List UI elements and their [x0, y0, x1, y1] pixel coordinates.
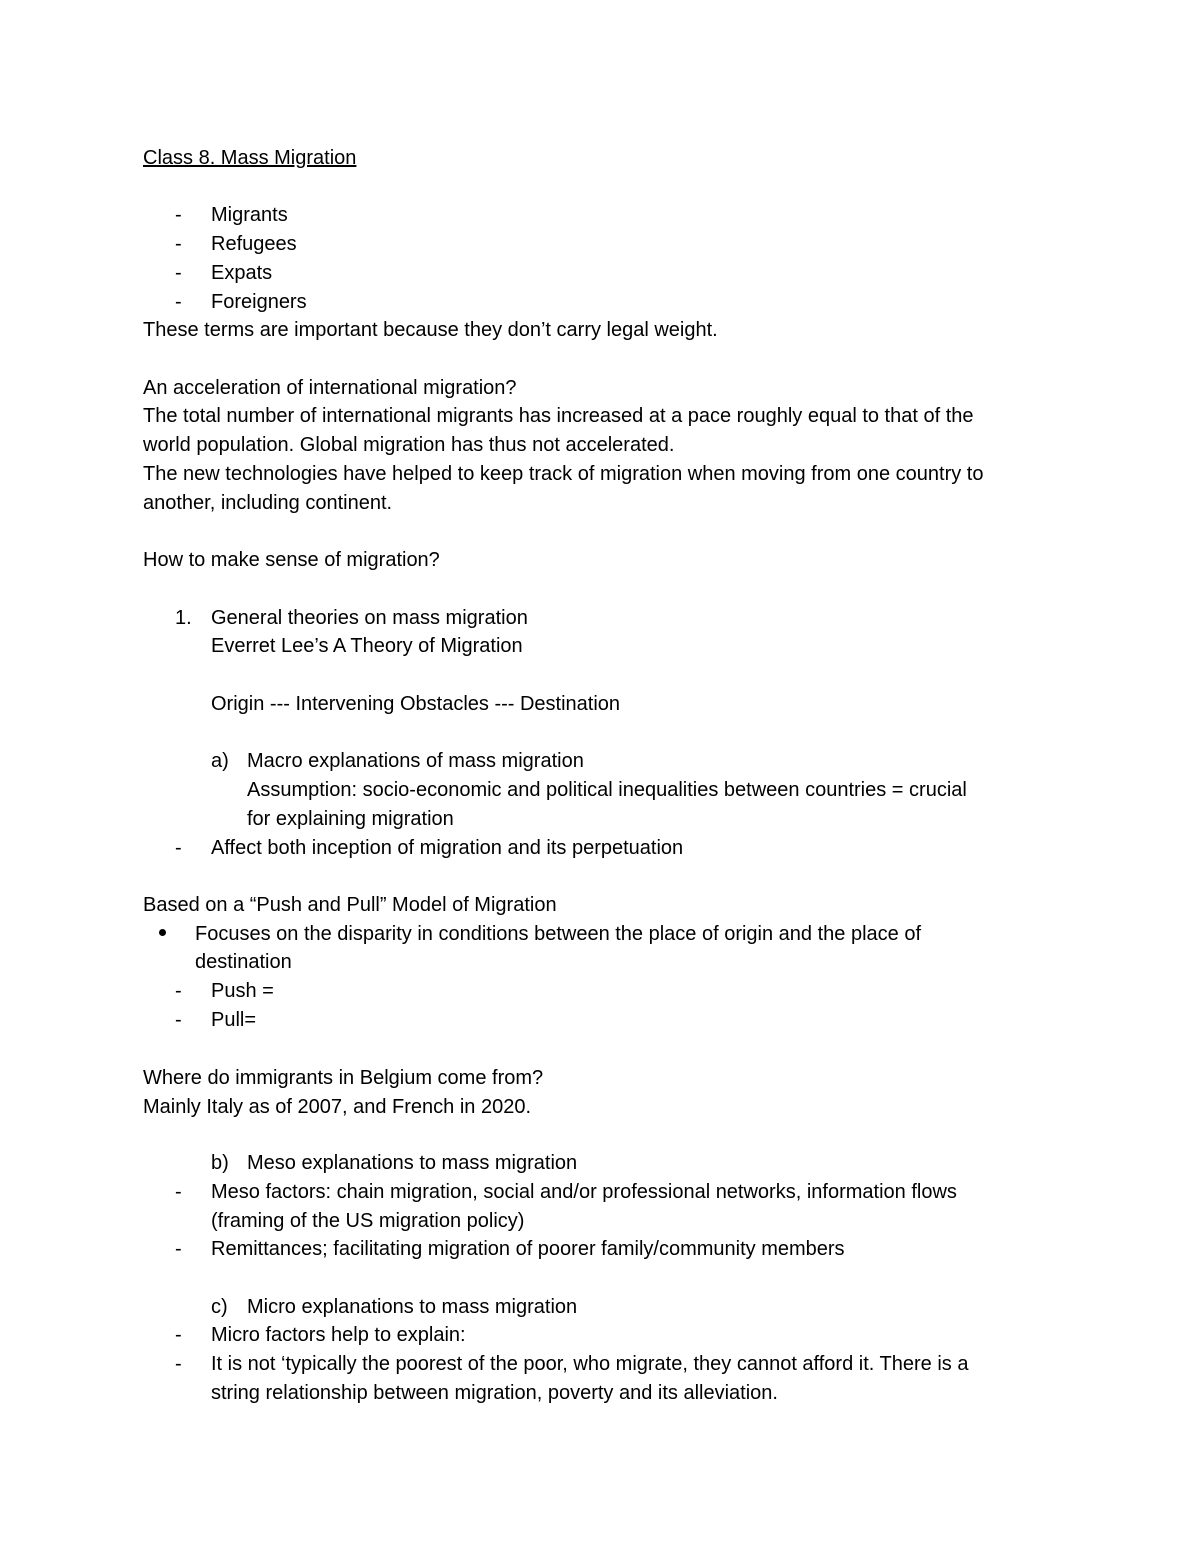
- list-letter: b): [211, 1152, 229, 1174]
- micro-point: Micro factors help to explain:: [211, 1324, 466, 1346]
- meso-point: Remittances; facilitating migration of poorer family/community members: [211, 1238, 845, 1260]
- theories-subtitle: Everret Lee’s A Theory of Migration: [211, 635, 523, 657]
- term-item: Foreigners: [211, 291, 307, 313]
- list-dash: -: [175, 1353, 182, 1375]
- list-dash: -: [175, 837, 182, 859]
- bullet-dot: [159, 929, 166, 936]
- list-letter: a): [211, 750, 229, 772]
- push-item: Push =: [211, 980, 274, 1002]
- list-dash: -: [175, 291, 182, 313]
- sense-heading: How to make sense of migration?: [143, 549, 440, 571]
- accel-line: The total number of international migrants has increased at a pace roughly equal to that of the: [143, 405, 974, 427]
- accel-line: The new technologies have helped to keep track of migration when moving from one country to: [143, 463, 984, 485]
- micro-point: It is not ‘typically the poorest of the poor, who migrate, they cannot afford it. There is a: [211, 1353, 969, 1375]
- migration-model: Origin --- Intervening Obstacles --- Destination: [211, 693, 621, 715]
- accel-line: world population. Global migration has thus not accelerated.: [143, 434, 675, 456]
- belgium-answer: Mainly Italy as of 2007, and French in 2020.: [143, 1096, 532, 1118]
- macro-line: for explaining migration: [247, 808, 454, 830]
- micro-point-cont: string relationship between migration, poverty and its alleviation.: [211, 1382, 778, 1404]
- document-title: Class 8. Mass Migration: [143, 147, 357, 169]
- accel-heading: An acceleration of international migration?: [143, 377, 517, 399]
- term-item: Refugees: [211, 233, 297, 255]
- pushpull-bullet-line: destination: [195, 951, 292, 973]
- pushpull-bullet-line: Focuses on the disparity in conditions between the place of origin and the place of: [195, 923, 922, 945]
- list-letter: c): [211, 1296, 228, 1318]
- belgium-question: Where do immigrants in Belgium come from?: [143, 1067, 544, 1089]
- accel-line: another, including continent.: [143, 492, 393, 514]
- list-dash: -: [175, 1238, 182, 1260]
- list-dash: -: [175, 1181, 182, 1203]
- list-number: 1.: [175, 607, 192, 629]
- term-item: Expats: [211, 262, 273, 284]
- term-item: Migrants: [211, 204, 288, 226]
- pushpull-heading: Based on a “Push and Pull” Model of Migration: [143, 894, 557, 916]
- list-dash: -: [175, 980, 182, 1002]
- list-dash: -: [175, 1324, 182, 1346]
- micro-title: Micro explanations to mass migration: [247, 1296, 578, 1318]
- list-dash: -: [175, 1009, 182, 1031]
- macro-title: Macro explanations of mass migration: [247, 750, 584, 772]
- macro-point: Affect both inception of migration and its perpetuation: [211, 837, 684, 859]
- pull-item: Pull=: [211, 1009, 257, 1031]
- list-dash: -: [175, 204, 182, 226]
- meso-point-cont: (framing of the US migration policy): [211, 1210, 525, 1232]
- list-dash: -: [175, 262, 182, 284]
- meso-title: Meso explanations to mass migration: [247, 1152, 578, 1174]
- list-dash: -: [175, 233, 182, 255]
- terms-note: These terms are important because they don’t carry legal weight.: [143, 319, 718, 341]
- macro-line: Assumption: socio-economic and political inequalities between countries = crucial: [247, 779, 967, 801]
- theories-title: General theories on mass migration: [211, 607, 528, 629]
- meso-point: Meso factors: chain migration, social and/or professional networks, information flows: [211, 1181, 957, 1203]
